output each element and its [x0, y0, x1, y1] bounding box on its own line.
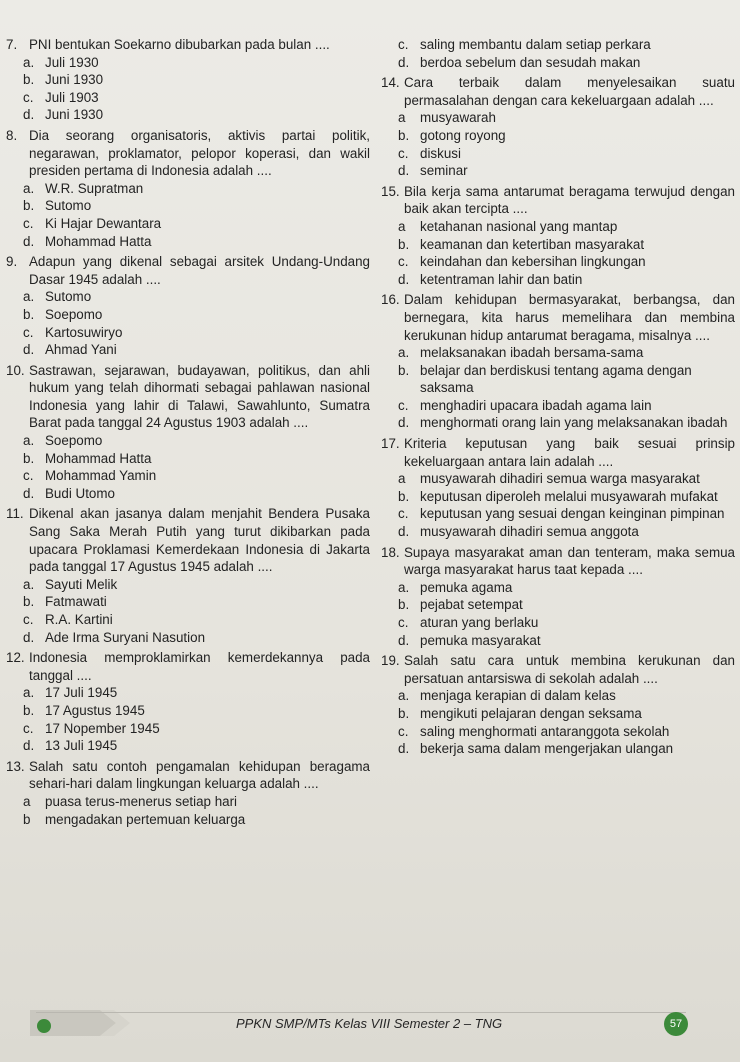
option-text: R.A. Kartini — [45, 612, 113, 627]
option-text: Juni 1930 — [45, 72, 104, 88]
option-letter: a — [398, 218, 406, 234]
answer-option — [381, 397, 735, 415]
question-text: Dalam kehidupan bermasyarakat, berbangsa, dan bernegara, kita harus memelihara dan membina kerukunan hidup antarumat beragama, misalnya .... — [404, 292, 735, 343]
answer-option — [381, 723, 735, 741]
question-text: Dia seorang organisatoris, aktivis partai politik, negarawan, proklamator, pelopor koperasi, dan wakil presiden pertama di Indonesia adalah .... — [29, 127, 370, 179]
answer-option — [6, 432, 370, 450]
option-letter: d. — [398, 632, 410, 648]
question-item — [381, 183, 735, 289]
answer-option — [381, 271, 735, 289]
page-number-badge: 57 — [664, 1012, 688, 1036]
option-letter: a. — [398, 688, 410, 704]
question-text: Indonesia memproklamirkan kemerdekannya pada tanggal .... — [29, 650, 370, 683]
question-item — [381, 291, 735, 432]
option-letter: b. — [398, 597, 410, 613]
answer-option — [381, 162, 735, 180]
option-letter: c. — [398, 145, 409, 161]
option-letter: d. — [398, 54, 410, 70]
option-text: Soepomo — [45, 306, 103, 322]
option-text: pemuka masyarakat — [420, 632, 541, 648]
question-text: Bila kerja sama antarumat beragama terwujud dengan baik akan tercipta .... — [404, 183, 735, 217]
option-letter: b. — [23, 306, 35, 322]
option-text: musyawarah dihadiri semua anggota — [420, 524, 639, 540]
answer-option — [6, 684, 370, 702]
right-column — [381, 36, 735, 761]
option-letter: c. — [398, 254, 409, 270]
question-number: 13. — [6, 758, 25, 774]
option-letter: b. — [398, 127, 410, 143]
answer-option — [381, 414, 735, 432]
option-text: Mohammad Yamin — [45, 468, 157, 484]
option-text: mengikuti pelajaran dengan seksama — [420, 705, 642, 721]
option-text: 17 Juli 1945 — [45, 685, 118, 701]
option-text: Juli 1903 — [45, 89, 99, 105]
option-letter: c. — [398, 37, 409, 52]
question-item — [6, 127, 370, 250]
option-letter: a. — [23, 576, 35, 592]
question-item — [6, 36, 370, 124]
option-letter: b. — [23, 702, 35, 718]
option-text: Sayuti Melik — [45, 576, 118, 592]
option-text: puasa terus-menerus setiap hari — [45, 793, 238, 809]
answer-option — [381, 344, 735, 362]
option-text: Sutomo — [45, 289, 92, 305]
question-item — [6, 505, 370, 646]
option-letter: b. — [398, 362, 410, 378]
option-letter: b — [23, 811, 31, 827]
option-letter: d. — [398, 163, 410, 179]
option-text: belajar dan berdiskusi tentang agama dengan saksama — [420, 362, 692, 396]
question-stem — [6, 505, 370, 575]
question-number: 12. — [6, 650, 25, 666]
option-letter: c. — [23, 468, 34, 484]
question-text: Sastrawan, sejarawan, budayawan, politikus, dan ahli hukum yang telah dihormati sebagai pahlawan nasional Indonesia yang lahir di Talawi, Sawahlunto, Sumatra Barat pada tanggal 24 Agustus 1903 adalah .... — [29, 362, 370, 431]
option-text: Juni 1930 — [45, 107, 104, 123]
answer-option — [6, 467, 370, 485]
option-text: Juli 1930 — [45, 54, 99, 70]
option-text: 17 Agustus 1945 — [45, 702, 145, 718]
option-letter: b. — [23, 72, 35, 88]
answer-option — [6, 197, 370, 215]
option-letter: d. — [23, 629, 35, 645]
question-stem — [6, 758, 370, 793]
option-letter: b. — [23, 450, 35, 466]
question-number: 17. — [381, 436, 400, 452]
question-item — [381, 74, 735, 180]
answer-option — [381, 705, 735, 723]
option-text: Fatmawati — [45, 594, 107, 610]
answer-option — [381, 470, 735, 488]
question-stem — [381, 652, 735, 687]
option-text: keindahan dan kebersihan lingkungan — [420, 254, 646, 270]
question-item — [381, 544, 735, 650]
option-text: Ade Irma Suryani Nasution — [45, 629, 206, 645]
option-letter: d. — [398, 741, 410, 757]
option-letter: a. — [398, 345, 410, 361]
page-footer — [0, 1004, 740, 1050]
answer-option — [6, 702, 370, 720]
option-letter: d. — [398, 415, 410, 431]
answer-option — [6, 324, 370, 342]
footer-title: PPKN SMP/MTs Kelas VIII Semester 2 – TNG — [236, 1016, 503, 1031]
question-stem — [381, 183, 735, 218]
answer-option — [6, 341, 370, 359]
option-text: keputusan yang sesuai dengan keinginan pimpinan — [420, 506, 725, 522]
answer-option — [6, 89, 370, 107]
option-text: W.R. Supratman — [45, 180, 144, 196]
question-text: Cara terbaik dalam menyelesaikan suatu permasalahan dengan cara kekeluargaan adalah .... — [404, 75, 735, 108]
answer-option — [6, 106, 370, 124]
option-text: diskusi — [420, 145, 461, 161]
answer-option — [6, 737, 370, 755]
question-item — [6, 758, 370, 828]
option-letter: b. — [398, 236, 410, 252]
option-letter: b. — [398, 488, 410, 504]
answer-option — [6, 611, 370, 629]
question-text: Salah satu contoh pengamalan kehidupan beragama sehari-hari dalam lingkungan keluarga adalah .... — [29, 758, 370, 792]
option-text: berdoa sebelum dan sesudah makan — [420, 54, 641, 70]
answer-option — [381, 253, 735, 271]
option-text: pejabat setempat — [420, 597, 523, 613]
option-letter: a. — [23, 180, 35, 196]
option-letter: a. — [23, 685, 35, 701]
option-text: bekerja sama dalam mengerjakan ulangan — [420, 741, 674, 757]
question-text: Kriteria keputusan yang baik sesuai prinsip kekeluargaan antara lain adalah .... — [404, 436, 735, 469]
answer-option — [6, 629, 370, 647]
question-stem — [381, 74, 735, 109]
option-letter: d. — [23, 342, 35, 358]
answer-option — [381, 632, 735, 650]
option-text: Mohammad Hatta — [45, 450, 152, 466]
option-text: Ki Hajar Dewantara — [45, 215, 162, 231]
answer-option — [6, 233, 370, 251]
option-letter: d. — [23, 738, 35, 754]
question-number: 16. — [381, 292, 400, 308]
answer-option — [381, 505, 735, 523]
option-text: ketahanan nasional yang mantap — [420, 218, 618, 234]
question-number: 14. — [381, 75, 400, 91]
answer-option — [381, 218, 735, 236]
answer-option — [381, 127, 735, 145]
option-text: gotong royong — [420, 127, 506, 143]
question-stem — [6, 362, 370, 432]
option-letter: d. — [23, 485, 35, 501]
question-number: 11. — [6, 506, 24, 522]
answer-option — [381, 740, 735, 758]
option-letter: d. — [398, 271, 410, 287]
option-text: musyawarah dihadiri semua warga masyarakat — [420, 471, 700, 487]
answer-option — [381, 579, 735, 597]
answer-option — [6, 811, 370, 829]
option-text: menjaga kerapian di dalam kelas — [420, 688, 616, 704]
question-stem — [6, 253, 370, 288]
option-text: Soepomo — [45, 433, 103, 449]
option-letter: d. — [398, 524, 410, 540]
answer-option — [381, 54, 735, 72]
option-letter: c. — [23, 215, 34, 231]
option-text: saling menghormati antaranggota sekolah — [420, 723, 670, 739]
answer-option — [6, 593, 370, 611]
option-text: melaksanakan ibadah bersama-sama — [420, 345, 644, 361]
question-number: 10. — [6, 362, 25, 378]
question-item — [6, 362, 370, 503]
question-stem — [6, 36, 370, 54]
question-text: Supaya masyarakat aman dan tenteram, maka semua warga masyarakat harus taat kepada .... — [404, 544, 735, 578]
question-number: 9. — [6, 254, 18, 270]
option-letter: b. — [398, 705, 410, 721]
option-text: menghormati orang lain yang melaksanakan ibadah — [420, 415, 728, 431]
option-text: keamanan dan ketertiban masyarakat — [420, 236, 645, 252]
question-stem — [381, 544, 735, 579]
answer-option — [381, 687, 735, 705]
answer-option — [6, 450, 370, 468]
answer-option — [6, 54, 370, 72]
option-letter: c. — [23, 89, 34, 105]
option-letter: b. — [23, 594, 35, 610]
question-text: PNI bentukan Soekarno dibubarkan pada bulan .... — [29, 37, 330, 52]
answer-option — [6, 306, 370, 324]
option-letter: a. — [398, 579, 410, 595]
answer-option — [6, 793, 370, 811]
option-text: Mohammad Hatta — [45, 233, 152, 249]
option-text: ketentraman lahir dan batin — [420, 271, 583, 287]
answer-option — [381, 488, 735, 506]
option-letter: c. — [398, 397, 409, 413]
answer-option — [6, 71, 370, 89]
option-letter: a — [23, 793, 31, 809]
question-number: 19. — [381, 653, 400, 669]
question-number: 18. — [381, 544, 400, 560]
left-column — [6, 36, 370, 831]
option-letter: c. — [23, 720, 34, 736]
question-number: 7. — [6, 37, 18, 52]
option-text: Budi Utomo — [45, 485, 115, 501]
option-letter: d. — [23, 107, 35, 123]
option-letter: d. — [23, 233, 35, 249]
answer-option — [6, 180, 370, 198]
answer-option — [381, 236, 735, 254]
option-text: 13 Juli 1945 — [45, 738, 118, 754]
answer-option — [6, 215, 370, 233]
answer-option — [381, 523, 735, 541]
option-text: mengadakan pertemuan keluarga — [45, 811, 246, 827]
answer-option — [381, 145, 735, 163]
question-stem — [6, 127, 370, 180]
option-text: Sutomo — [45, 198, 92, 214]
option-text: aturan yang berlaku — [420, 615, 539, 630]
question-text: Salah satu cara untuk membina kerukunan dan persatuan antarsiswa di sekolah adalah .... — [404, 653, 735, 686]
question-number: 8. — [6, 127, 18, 143]
answer-option — [381, 596, 735, 614]
answer-option — [6, 720, 370, 738]
question-text: Adapun yang dikenal sebagai arsitek Undang-Undang Dasar 1945 adalah .... — [29, 254, 370, 287]
option-text: Kartosuwiryo — [45, 324, 123, 340]
question-item — [6, 253, 370, 359]
answer-option — [6, 288, 370, 306]
option-text: saling membantu dalam setiap perkara — [420, 37, 651, 52]
option-text: musyawarah — [420, 110, 496, 126]
answer-option — [6, 576, 370, 594]
option-letter: a. — [23, 433, 35, 449]
option-letter: a. — [23, 289, 35, 305]
option-letter: c. — [398, 506, 409, 522]
question-text: Dikenal akan jasanya dalam menjahit Bendera Pusaka Sang Saka Merah Putih yang turut dikibarkan pada upacara Proklamasi Kemerdekaan Indonesia di Jakarta pada tanggal 17 Agustus 1945 adalah .... — [29, 506, 370, 575]
answer-option — [381, 614, 735, 632]
option-text: menghadiri upacara ibadah agama lain — [420, 397, 652, 413]
option-letter: c. — [23, 612, 34, 627]
question-13-continuation — [381, 36, 735, 71]
option-letter: c. — [398, 615, 409, 630]
option-text: 17 Nopember 1945 — [45, 720, 160, 736]
option-letter: a — [398, 110, 406, 126]
question-item — [381, 652, 735, 758]
option-text: Ahmad Yani — [45, 342, 117, 358]
option-letter: c. — [23, 324, 34, 340]
answer-option — [381, 109, 735, 127]
question-stem — [6, 649, 370, 684]
option-text: seminar — [420, 163, 468, 179]
option-text: pemuka agama — [420, 579, 513, 595]
question-item — [381, 435, 735, 541]
answer-option — [6, 485, 370, 503]
option-letter: c. — [398, 723, 409, 739]
question-item — [6, 649, 370, 755]
option-text: keputusan diperoleh melalui musyawarah mufakat — [420, 488, 718, 504]
answer-option — [381, 362, 735, 397]
option-letter: a. — [23, 54, 35, 70]
question-stem — [381, 435, 735, 470]
question-number: 15. — [381, 183, 400, 199]
option-letter: a — [398, 471, 406, 487]
option-letter: b. — [23, 198, 35, 214]
question-stem — [381, 291, 735, 344]
answer-option — [381, 36, 735, 54]
